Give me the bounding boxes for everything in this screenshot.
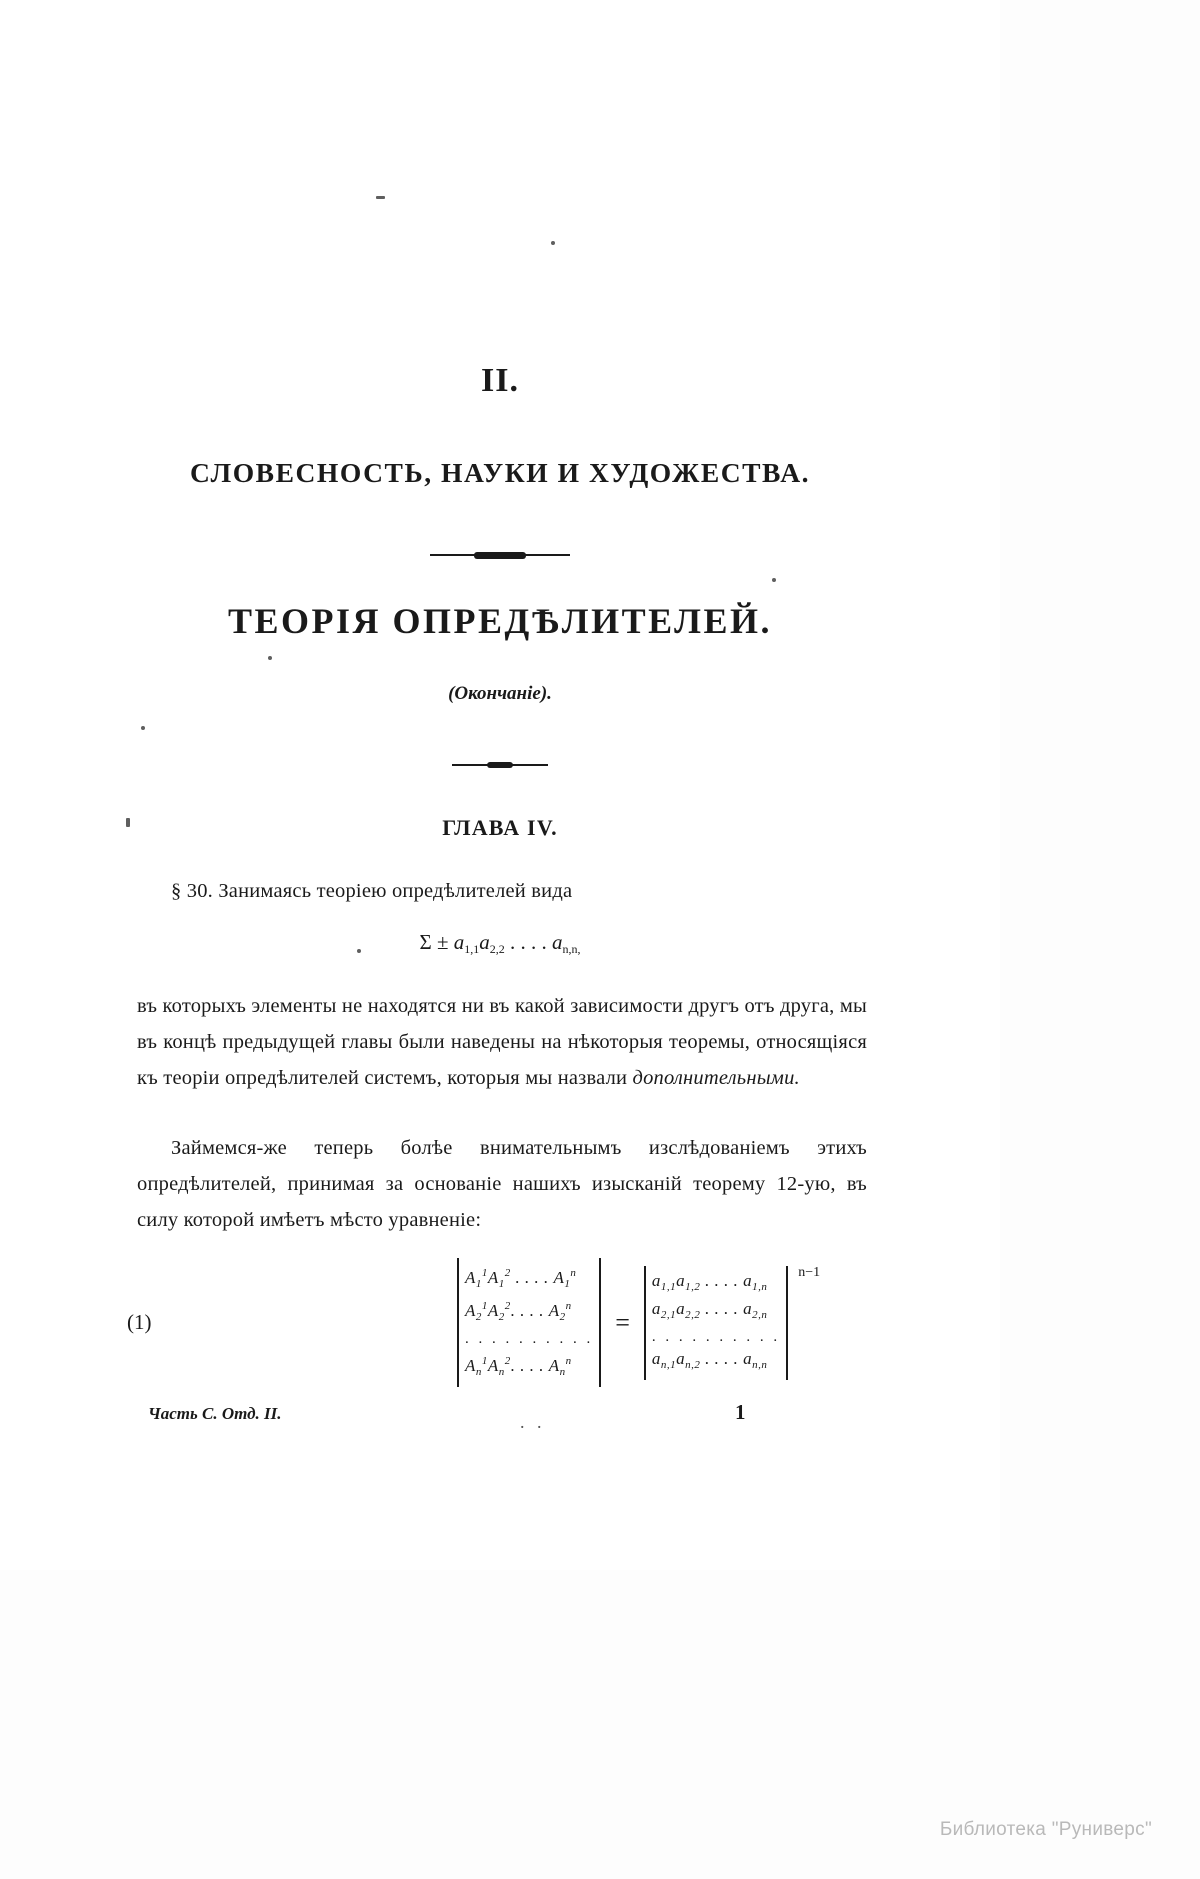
equals-sign: = [615,1307,630,1337]
matrix-row: $A_1^1A_1^2$ . . . . $A_1^n$ [465,1267,577,1290]
divider-lozenge [474,552,526,559]
body-paragraph-1-text: въ которыхъ элементы не находятся ни въ какой зависимости другъ отъ друга, мы въ концѣ предыдущей главы были наведены на нѣкоторыя теоремы, относящіяся къ теоріи опредѣлителей системъ, которыя мы назвали [137,995,867,1089]
formula-ellipsis: . . . . [510,930,547,954]
matrix-row: $A_n^1A_n^2$. . . . $A_n^n$ [465,1355,572,1378]
scan-speck [772,578,776,582]
footer-scan-dots: . . [520,1412,546,1432]
subtitle: (Окончаніе). [448,683,552,704]
matrix-row: $a_{n,1}a_{n,2}$ . . . . $a_{n,n}$ [651,1348,768,1371]
ornamental-divider-2 [452,762,548,767]
section-30-text: § 30. Занимаясь теоріею опредѣлителей вида [171,880,573,902]
matrix-equation [457,1258,821,1387]
scan-speck [551,241,555,245]
scan-speck [376,196,385,199]
matrix-row: $a_{1,1}a_{1,2}$ . . . . $a_{1,n}$ [651,1270,768,1293]
matrix-exponent: n−1 [798,1264,821,1280]
body-paragraph-2 [137,1130,867,1238]
divider-lozenge [487,762,513,768]
footer-volume-label: Часть С. Отд. II. [148,1404,282,1423]
formula-term-2: a [479,930,490,954]
matrix-row: $a_{2,1}a_{2,2}$ . . . . $a_{2,n}$ [651,1298,768,1321]
scan-speck [141,726,145,730]
sigma-symbol: Σ [419,930,432,954]
matrix-row-ellipsis: . . . . . . . . . . [651,1328,781,1345]
determinant-right [644,1264,821,1380]
formula-term-3-sub: n,n, [562,942,581,956]
body-paragraph-1 [137,988,867,1096]
section-title: СЛОВЕСНОСТЬ, НАУКИ И ХУДОЖЕСТВА. [189,458,811,488]
equation-block [127,1258,867,1398]
body-paragraph-1-emphasis: дополнительными. [632,1067,800,1089]
formula-term-2-sub: 2,2 [489,942,505,956]
equation-label: (1) [127,1310,152,1334]
page-title: ТЕОРІЯ ОПРЕДѢЛИТЕЛЕЙ. [227,601,772,641]
matrix-row-ellipsis: . . . . . . . . . . [465,1331,594,1347]
page-number: 1 [735,1400,746,1424]
chapter-heading: ГЛАВА IV. [442,815,558,840]
scan-speck [268,656,272,660]
formula-term-1: a [453,930,465,954]
determinant-left [457,1258,601,1387]
section-number: II. [481,362,519,399]
library-watermark: Библиотека "Руниверс" [939,1819,1152,1840]
body-paragraph-2-text: Займемся-же теперь болѣе внимательнымъ изслѣдованіемъ этихъ опредѣлителей, принимая за основаніе нашихъ изысканій теорему 12-ую, въ силу которой имѣетъ мѣсто уравненіе: [137,1137,867,1231]
ornamental-divider-1 [430,552,570,558]
display-formula-sum [0,930,1000,957]
plus-minus-symbol: ± [436,930,449,954]
formula-term-3: a [552,930,563,954]
formula-term-1-sub: 1,1 [464,942,480,956]
matrix-row: $A_2^1A_2^2$. . . . $A_2^n$ [465,1300,572,1323]
paragraph-section-30 [137,873,867,909]
